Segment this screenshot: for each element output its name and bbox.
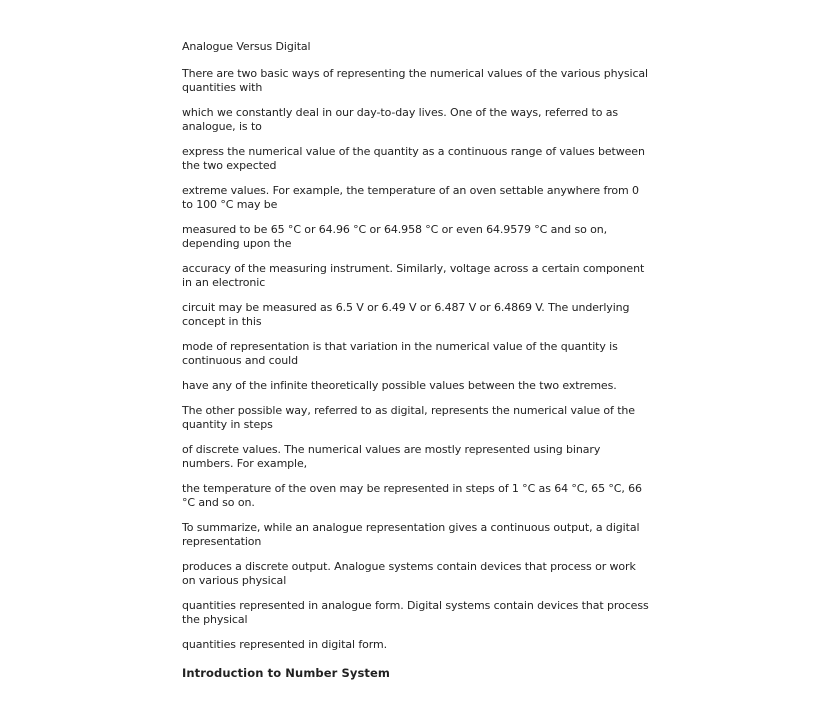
paragraph: accuracy of the measuring instrument. Similarly, voltage across a certain component in an electronic: [182, 262, 645, 289]
paragraph: There are two basic ways of representing the numerical values of the various physical quantities with: [182, 67, 648, 94]
paragraph: produces a discrete output. Analogue systems contain devices that process or work on various physical: [182, 560, 636, 587]
paragraph: measured to be 65 °C or 64.96 °C or 64.958 °C or even 64.9579 °C and so on, depending upon the: [182, 223, 608, 250]
paragraph: quantities represented in analogue form. Digital systems contain devices that process the physical: [182, 599, 649, 626]
section-heading: Introduction to Number System: [182, 666, 391, 680]
document-body: [182, 40, 652, 680]
paragraph: quantities represented in digital form.: [182, 638, 387, 651]
paragraph: which we constantly deal in our day-to-day lives. One of the ways, referred to as analogue, is to: [182, 106, 619, 133]
paragraph: of discrete values. The numerical values are mostly represented using binary numbers. For example,: [182, 443, 601, 470]
paragraph: The other possible way, referred to as digital, represents the numerical value of the quantity in steps: [182, 404, 635, 431]
paragraph: express the numerical value of the quantity as a continuous range of values between the two expected: [182, 145, 645, 172]
paragraph: extreme values. For example, the temperature of an oven settable anywhere from 0 to 100 °C may be: [182, 184, 639, 211]
paragraph: circuit may be measured as 6.5 V or 6.49 V or 6.487 V or 6.4869 V. The underlying concept in this: [182, 301, 630, 328]
paragraph: the temperature of the oven may be represented in steps of 1 °C as 64 °C, 65 °C, 66 °C and so on.: [182, 482, 642, 509]
document-title: Analogue Versus Digital: [182, 40, 311, 53]
paragraph: To summarize, while an analogue representation gives a continuous output, a digital representation: [182, 521, 640, 548]
paragraph: have any of the infinite theoretically possible values between the two extremes.: [182, 379, 617, 392]
paragraph: mode of representation is that variation in the numerical value of the quantity is continuous and could: [182, 340, 618, 367]
